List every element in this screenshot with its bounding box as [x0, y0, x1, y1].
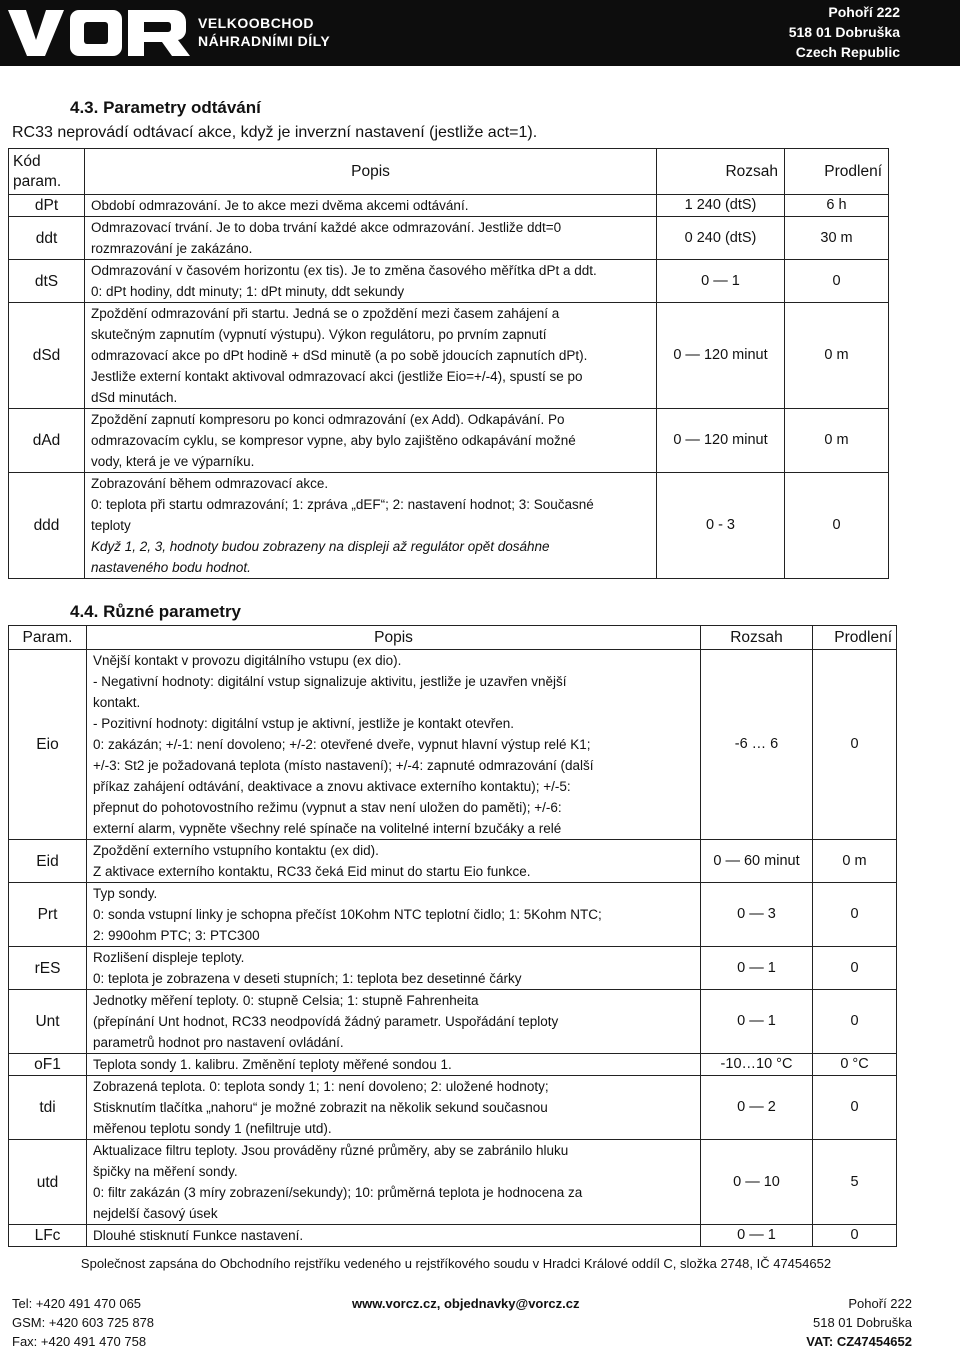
description-line: Odmrazování v časovém horizontu (ex tis). Je to změna časového měřítka dPt a ddt. [91, 263, 597, 278]
description-line: Rozlišení displeje teploty. [93, 950, 245, 965]
param-range: 0 — 120 minut [657, 409, 785, 473]
description-line: Zobrazování během odmrazovací akce. [91, 476, 329, 491]
table-row [9, 883, 897, 947]
col-header-range: Rozsah [657, 149, 785, 195]
description-line: vody, která je ve výparníku. [91, 454, 255, 469]
param-range: 0 — 1 [701, 947, 813, 990]
header-address-line1: Pohoří 222 [828, 4, 900, 20]
param-description [85, 195, 657, 217]
param-description [85, 409, 657, 473]
table-row [9, 1076, 897, 1140]
table-row [9, 1140, 897, 1225]
param-description [87, 990, 701, 1054]
header-address [789, 2, 900, 62]
description-line: kontakt. [93, 695, 141, 710]
description-line: 0: dPt hodiny, ddt minuty; 1: dPt minuty, ddt sekundy [91, 284, 405, 299]
param-description [87, 1225, 701, 1247]
description-line: Dlouhé stisknutí Funkce nastavení. [93, 1228, 304, 1243]
description-line: Typ sondy. [93, 886, 158, 901]
description-line: Zpoždění zapnutí kompresoru po konci odmrazování (ex Add). Odkapávání. Po [91, 412, 565, 427]
description-line: měřenou teplotu sondy 1 (nefiltruje utd). [93, 1121, 332, 1136]
param-default: 30 m [785, 217, 889, 260]
misc-params-table [8, 625, 897, 1247]
table-row [9, 840, 897, 883]
param-default: 5 [813, 1140, 897, 1225]
param-default: 0 [813, 1076, 897, 1140]
logo-tagline [198, 14, 330, 50]
description-line: 0: teplota je zobrazena v deseti stupních; 1: teplota bez desetinné čárky [93, 971, 522, 986]
param-code: Eio [9, 650, 87, 840]
param-code: dtS [9, 260, 85, 303]
description-line: +/-3: St2 je požadovaná teplota (místo nastavení); +/-4: zapnuté odmrazování (další [93, 758, 594, 773]
param-range: 0 — 10 [701, 1140, 813, 1225]
section-title-defrost: 4.3. Parametry odtávání [70, 98, 261, 117]
description-line: odmrazovací akce po dPt hodině + dSd minutě (a po sobě jdoucích zapnutích dPt). [91, 348, 588, 363]
footer-address-line1: Pohoří 222 [848, 1296, 912, 1311]
description-line: 0: filtr zakázán (3 míry zobrazení/sekundy); 10: průměrná teplota je hodnocena za [93, 1185, 583, 1200]
header-address-line2: 518 01 Dobruška [788, 24, 900, 40]
col-header-code: Kód param. [9, 149, 85, 195]
param-range: 0 — 1 [701, 1225, 813, 1247]
param-code: utd [9, 1140, 87, 1225]
table-row [9, 260, 889, 303]
vor-logo [4, 4, 192, 60]
param-code: rES [9, 947, 87, 990]
param-range: 0 — 1 [657, 260, 785, 303]
footer-web: www.vorcz.cz, objednavky@vorcz.cz [352, 1296, 580, 1311]
description-line: skutečným zapnutím (vypnutí výstupu). Výkon regulátoru, po prvním zapnutí [91, 327, 547, 342]
description-line: - Pozitivní hodnoty: digitální vstup je aktivní, jestliže je kontakt otevřen. [93, 716, 514, 731]
description-line: nejdelší časový úsek [93, 1206, 218, 1221]
description-line: dSd minutách. [91, 390, 178, 405]
param-default: 0 [813, 650, 897, 840]
description-line: 0: zakázán; +/-1: není dovoleno; +/-2: otevřené dveře, vypnut hlavní výstup relé K1; [93, 737, 591, 752]
description-line: 0: teplota při startu odmrazování; 1: zpráva „dEF“; 2: nastavení hodnot; 3: Současné [91, 497, 594, 512]
param-range: -6 … 6 [701, 650, 813, 840]
col-header-default: Prodlení [813, 626, 897, 650]
section-intro: RC33 neprovádí odtávací akce, když je inverzní nastavení (jestliže act=1). [12, 124, 538, 141]
col-header-default: Prodlení [785, 149, 889, 195]
table-row [9, 990, 897, 1054]
description-line: odmrazovacím cyklu, se kompresor vypne, aby bylo zajištěno odkapávání možné [91, 433, 576, 448]
description-line: špičky na měření sondy. [93, 1164, 238, 1179]
param-code: ddt [9, 217, 85, 260]
company-registration: Společnost zapsána do Obchodního rejstříku vedeného u rejstříkového soudu v Hradci Králové oddíl C, složka 2748, IČ 47454652 [80, 1256, 832, 1271]
description-line: Zpoždění externího vstupního kontaktu (ex did). [93, 843, 379, 858]
param-range: 0 — 3 [701, 883, 813, 947]
param-default: 0 m [785, 409, 889, 473]
table-row [9, 650, 897, 840]
param-description [87, 1076, 701, 1140]
table-row [9, 195, 889, 217]
description-line: Z aktivace externího kontaktu, RC33 čeká Eid minut do startu Eio funkce. [93, 864, 531, 879]
description-line: přepnut do pohotovostního režimu (vypnut a stav není uložen do paměti); +/-6: [93, 800, 562, 815]
description-line: teploty [91, 518, 131, 533]
param-code: Prt [9, 883, 87, 947]
description-line: Odmrazovací trvání. Je to doba trvání každé akce odmrazování. Jestliže ddt=0 [91, 220, 562, 235]
col-header-code: Param. [9, 626, 87, 650]
param-default: 0 m [785, 303, 889, 409]
description-line: Teplota sondy 1. kalibru. Změnění teploty měřené sondou 1. [93, 1057, 452, 1072]
section-title-misc: 4.4. Různé parametry [70, 602, 242, 621]
param-code: dSd [9, 303, 85, 409]
footer-gsm: GSM: +420 603 725 878 [12, 1315, 155, 1330]
table-row [9, 1225, 897, 1247]
param-description [87, 1054, 701, 1076]
param-default: 0 m [813, 840, 897, 883]
description-line: Vnější kontakt v provozu digitálního vstupu (ex dio). [93, 653, 402, 668]
param-range: 0 — 1 [701, 990, 813, 1054]
page-header [0, 0, 960, 66]
description-line: Aktualizace filtru teploty. Jsou prováděny různé průměry, aby se zabránilo hluku [93, 1143, 569, 1158]
param-code: tdi [9, 1076, 87, 1140]
description-line: 0: sonda vstupní linky je schopna přečíst 10Kohm NTC teplotní čidlo; 1: 5Kohm NTC; [93, 907, 602, 922]
param-default: 0 [813, 947, 897, 990]
param-range: 0 — 2 [701, 1076, 813, 1140]
description-line: - Negativní hodnoty: digitální vstup signalizuje aktivitu, jestliže je uzavřen vnější [93, 674, 567, 689]
description-note-line: Když 1, 2, 3, hodnoty budou zobrazeny na displeji až regulátor opět dosáhne [91, 539, 550, 554]
logo-tagline-line2: NÁHRADNÍMI DÍLY [198, 33, 331, 49]
param-default: 0 [813, 1225, 897, 1247]
param-code: ddd [9, 473, 85, 579]
footer-address-line2: 518 01 Dobruška [812, 1315, 912, 1330]
param-code: dAd [9, 409, 85, 473]
table-row [9, 409, 889, 473]
param-code: Eid [9, 840, 87, 883]
param-default: 0 [785, 473, 889, 579]
param-default: 0 [813, 990, 897, 1054]
table-row [9, 1054, 897, 1076]
col-header-range: Rozsah [701, 626, 813, 650]
param-code: dPt [9, 195, 85, 217]
param-description [85, 303, 657, 409]
description-line: Zpoždění odmrazování při startu. Jedná se o zpoždění mezi časem zahájení a [91, 306, 560, 321]
param-description [87, 840, 701, 883]
param-range: 0 — 60 minut [701, 840, 813, 883]
table-row [9, 947, 897, 990]
param-description [85, 260, 657, 303]
description-line: 2: 990ohm PTC; 3: PTC300 [93, 928, 260, 943]
footer-fax: Fax: +420 491 470 758 [12, 1334, 147, 1347]
footer-contacts [12, 1294, 154, 1347]
param-description [85, 473, 657, 579]
param-default: 0 [785, 260, 889, 303]
param-description [87, 947, 701, 990]
param-range: 0 — 120 minut [657, 303, 785, 409]
param-default: 6 h [785, 195, 889, 217]
table-row [9, 303, 889, 409]
table-header-row [9, 149, 889, 195]
param-code: LFc [9, 1225, 87, 1247]
col-header-desc: Popis [87, 626, 701, 650]
description-line: Zobrazená teplota. 0: teplota sondy 1; 1: není dovoleno; 2: uložené hodnoty; [93, 1079, 549, 1094]
footer-tel: Tel: +420 491 470 065 [12, 1296, 142, 1311]
param-range: -10…10 °C [701, 1054, 813, 1076]
logo-tagline-line1: VELKOOBCHOD [198, 15, 314, 31]
param-range: 0 240 (dtS) [657, 217, 785, 260]
description-line: Jestliže externí kontakt aktivoval odmrazovací akci (jestliže Eio=+/-4), spustí se po [91, 369, 583, 384]
param-default: 0 [813, 883, 897, 947]
param-description [87, 883, 701, 947]
defrost-params-table [8, 148, 889, 579]
table-row [9, 217, 889, 260]
param-description [87, 1140, 701, 1225]
header-address-line3: Czech Republic [795, 44, 900, 60]
footer-vat: VAT: CZ47454652 [806, 1334, 912, 1347]
description-line: Jednotky měření teploty. 0: stupně Celsia; 1: stupně Fahrenheita [93, 993, 479, 1008]
description-line: (přepínání Unt hodnot, RC33 neodpovídá žádný parametr. Uspořádání teploty [93, 1014, 559, 1029]
param-range: 0 - 3 [657, 473, 785, 579]
description-line: Období odmrazování. Je to akce mezi dvěma akcemi odtávání. [91, 198, 469, 213]
param-code: oF1 [9, 1054, 87, 1076]
description-line: parametrů hodnot pro nastavení ovládání. [93, 1035, 344, 1050]
table-header-row [9, 626, 897, 650]
param-code: Unt [9, 990, 87, 1054]
table-row [9, 473, 889, 579]
description-line: rozmrazování je zakázáno. [91, 241, 253, 256]
param-default: 0 °C [813, 1054, 897, 1076]
param-description [85, 217, 657, 260]
description-line: Stisknutím tlačítka „nahoru“ je možné zobrazit na několik sekund současnou [93, 1100, 548, 1115]
col-header-desc: Popis [85, 149, 657, 195]
description-note-line: nastaveného bodu hodnot. [91, 560, 251, 575]
description-line: příkaz zahájení odtávání, deaktivace a znovu aktivace externího kontaktu); +/-5: [93, 779, 571, 794]
footer-address [806, 1294, 912, 1347]
param-range: 1 240 (dtS) [657, 195, 785, 217]
param-description [87, 650, 701, 840]
description-line: externí alarm, vypněte všechny relé spínače na volitelné interní bzučáky a relé [93, 821, 562, 836]
